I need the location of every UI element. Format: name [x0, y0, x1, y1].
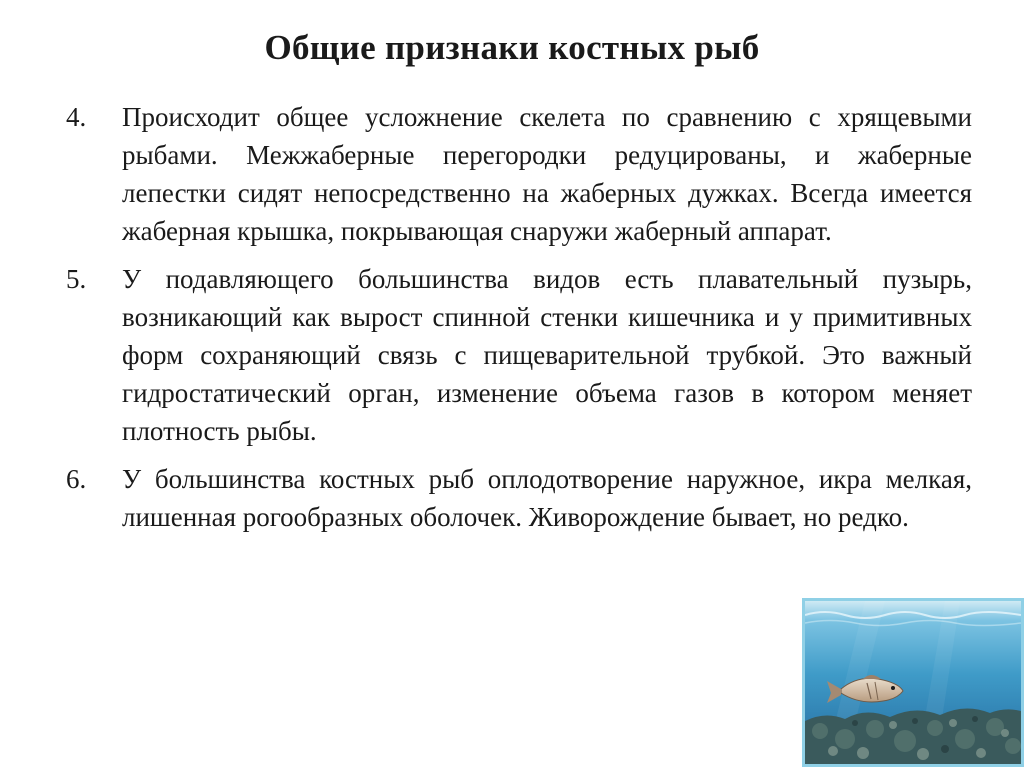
feature-list — [66, 98, 972, 546]
list-item-4 — [66, 98, 972, 250]
item-number: 6. — [66, 464, 87, 494]
item-text: У большинства костных рыб оплодотворение наружное, икра мелкая, лишенная рогообразных оболочек. Живорождение бывает, но редко. — [122, 464, 972, 532]
item-text: У подавляющего большинства видов есть плавательный пузырь, возникающий как вырост спинной стенки кишечника и у примитивных форм сохраняющий связь с пищеварительной трубкой. Это важный гидростатический орган, изменение объема газов в котором меняет плотность рыбы. — [122, 264, 972, 446]
item-number: 4. — [66, 102, 87, 132]
fish-photo-icon — [805, 601, 1021, 764]
underwater-fish-photo — [802, 598, 1024, 767]
list-item-6 — [66, 460, 972, 536]
slide-title: Общие признаки костных рыб — [264, 28, 760, 67]
list-item-5 — [66, 260, 972, 450]
item-number: 5. — [66, 264, 87, 294]
item-text: Происходит общее усложнение скелета по сравнению с хрящевыми рыбами. Межжаберные перегородки редуцированы, и жаберные лепестки сидят непосредственно на жаберных дужках. Всегда имеется жаберная крышка, покрывающая снаружи жаберный аппарат. — [122, 102, 972, 246]
